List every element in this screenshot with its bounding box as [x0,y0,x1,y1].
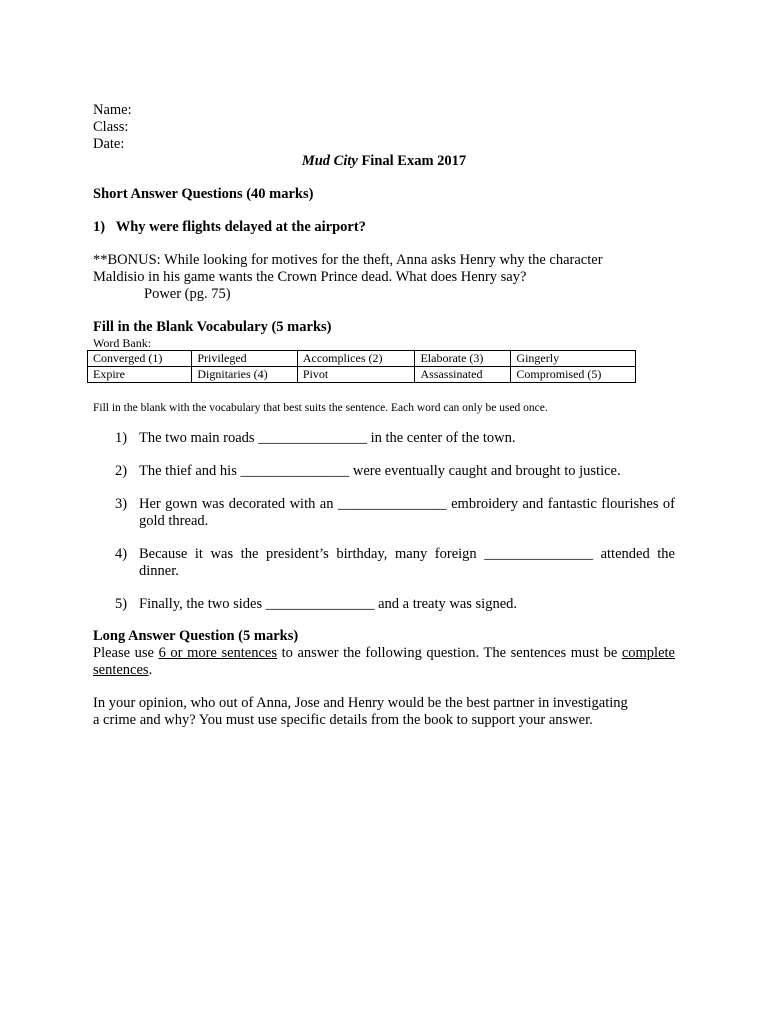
bonus-answer: Power (pg. 75) [144,286,231,302]
long-answer-heading: Long Answer Question (5 marks) [93,628,299,644]
list-item [93,463,675,480]
word-bank-table [87,350,636,383]
item-text: Because it was the president’s birthday, many foreign _______________ attended the dinner. [139,546,675,579]
exam-title-book: Mud City [301,153,358,169]
item-number: 3) [115,496,128,512]
long-answer-question-line-1: In your opinion, who out of Anna, Jose and Henry would be the best partner in investigating [93,695,628,711]
item-text: Her gown was decorated with an _______________ embroidery and fantastic flourishes of gold thread. [139,496,675,529]
word-bank-cell: Expire [88,367,192,383]
word-bank-cell: Elaborate (3) [415,351,511,367]
exam-title [93,153,675,170]
date-label: Date: [93,136,125,152]
bonus-question-line-1: **BONUS: While looking for motives for the theft, Anna asks Henry why the character [93,252,603,268]
vocabulary-heading: Fill in the Blank Vocabulary (5 marks) [93,319,332,335]
item-number: 1) [115,430,128,446]
word-bank-cell: Converged (1) [88,351,192,367]
word-bank-cell: Gingerly [511,351,636,367]
instr-part: to answer the following question. The sentences must be [277,645,622,661]
list-item [93,496,675,530]
instr-part: Please use [93,645,159,661]
word-bank-label: Word Bank: [93,336,152,350]
item-text: The thief and his _______________ were eventually caught and brought to justice. [139,463,621,479]
word-bank-row [88,351,636,367]
vocabulary-instructions: Fill in the blank with the vocabulary that best suits the sentence. Each word can only be used once. [93,402,548,414]
word-bank-cell: Pivot [297,367,415,383]
list-item [93,546,675,580]
instr-part: . [148,662,153,678]
exam-title-rest: Final Exam 2017 [357,153,467,169]
word-bank-cell: Privileged [192,351,298,367]
word-bank-row [88,367,636,383]
list-item [93,430,675,447]
class-label: Class: [93,119,129,135]
list-item [93,596,675,613]
item-text: Finally, the two sides _______________ and a treaty was signed. [139,596,518,612]
item-number: 2) [115,463,128,479]
long-answer-question-line-2: a crime and why? You must use specific details from the book to support your answer. [93,712,593,728]
word-bank-cell: Dignitaries (4) [192,367,298,383]
instr-underline: complete sentences [93,645,675,678]
word-bank-cell: Compromised (5) [511,367,636,383]
long-answer-instructions [93,645,675,679]
instr-underline: 6 or more sentences [158,645,278,661]
exam-page [93,102,675,729]
bonus-question-line-2: Maldisio in his game wants the Crown Prince dead. What does Henry say? [93,269,527,285]
short-answer-question-1: 1) Why were flights delayed at the airport? [93,219,366,235]
word-bank-cell: Accomplices (2) [297,351,415,367]
short-answer-heading: Short Answer Questions (40 marks) [93,186,314,202]
fill-in-blank-list [93,430,675,613]
item-text: The two main roads _______________ in the center of the town. [139,430,516,446]
item-number: 4) [115,546,128,562]
item-number: 5) [115,596,128,612]
word-bank-cell: Assassinated [415,367,511,383]
name-label: Name: [93,102,132,118]
